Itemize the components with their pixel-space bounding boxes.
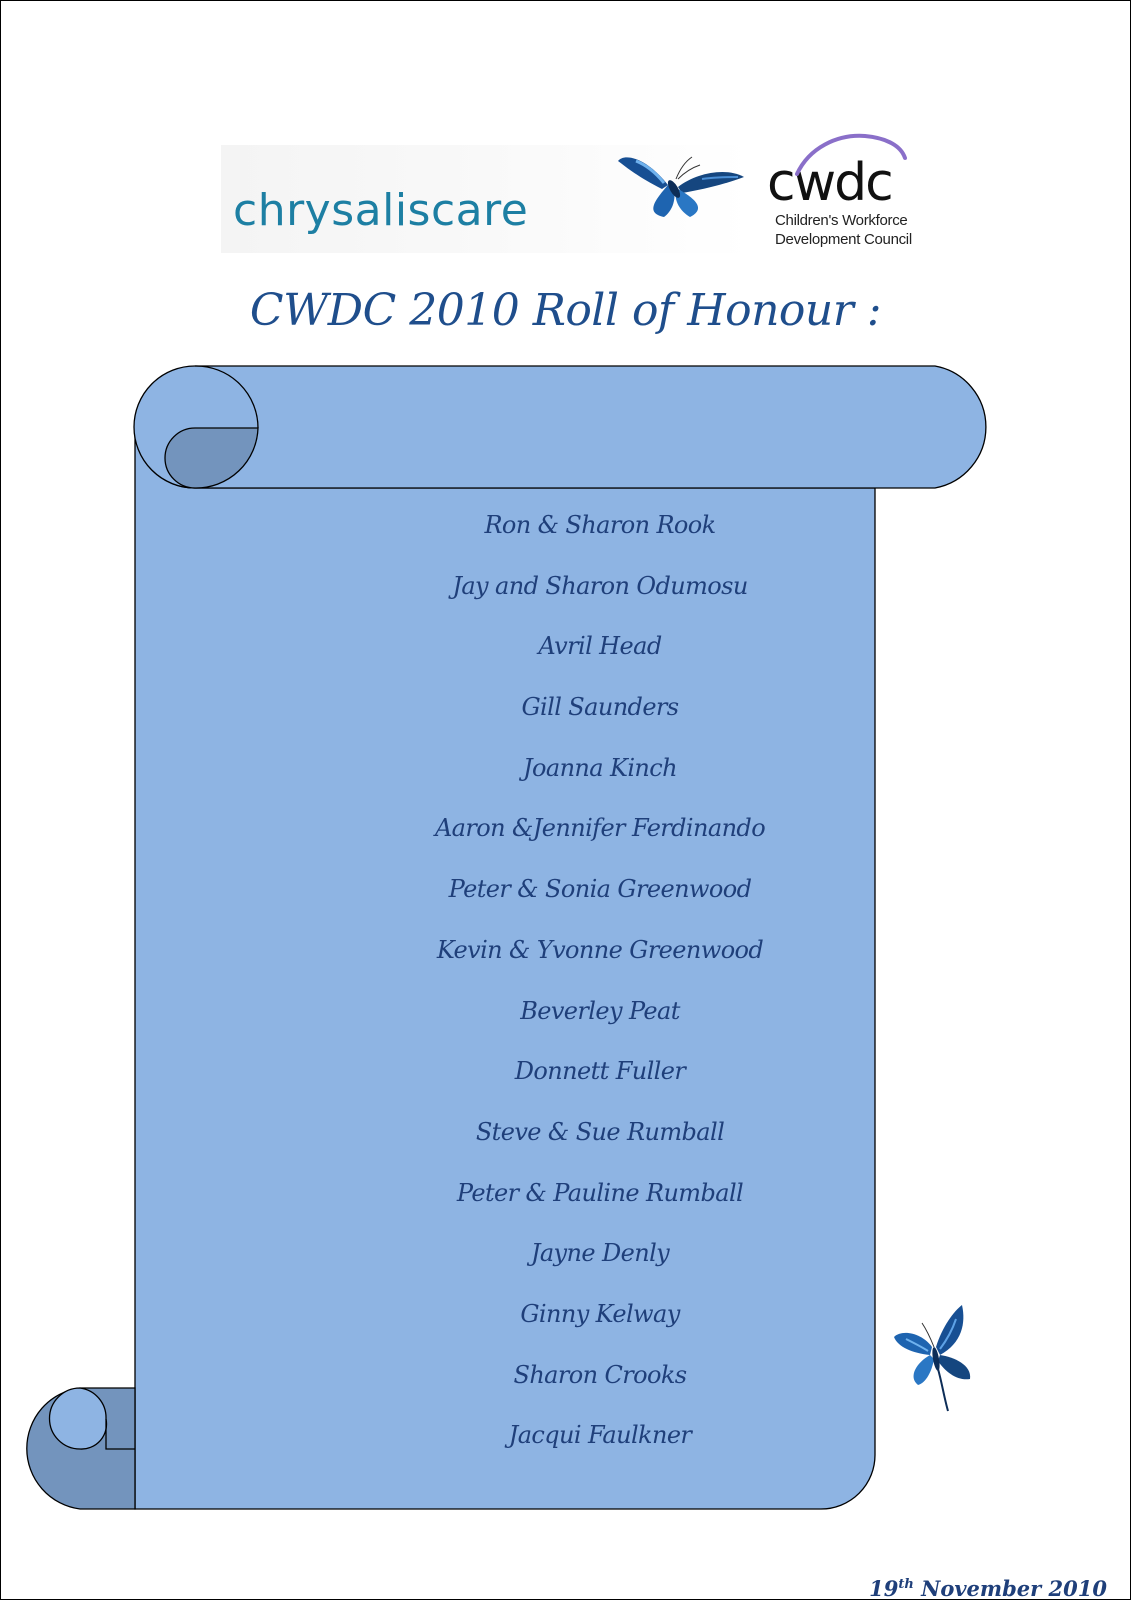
date-rest: November 2010 (921, 1576, 1107, 1601)
cwdc-logo-text: cwdc (767, 153, 892, 210)
list-item: Jay and Sharon Odumosu (452, 571, 748, 600)
date-day: 19 (869, 1576, 899, 1601)
list-item: Steve & Sue Rumball (475, 1117, 725, 1146)
cwdc-tagline-line-2: Development Council (775, 231, 912, 248)
list-item: Avril Head (538, 632, 662, 661)
page-title: CWDC 2010 Roll of Honour : (249, 285, 882, 336)
chrysalis-care-logo-text: chrysaliscare (233, 185, 529, 236)
honour-names-list (400, 510, 800, 1481)
list-item: Donnett Fuller (514, 1057, 686, 1086)
list-item: Jacqui Faulkner (508, 1421, 692, 1450)
date-line (869, 1578, 1107, 1599)
list-item: Kevin & Yvonne Greenwood (436, 935, 764, 964)
cwdc-tagline-line-1: Children's Workforce (775, 212, 908, 229)
list-item: Sharon Crooks (513, 1360, 687, 1389)
list-item: Beverley Peat (520, 996, 680, 1025)
date-suffix: th (898, 1577, 914, 1592)
list-item: Jayne Denly (530, 1239, 670, 1268)
list-item: Joanna Kinch (523, 753, 677, 782)
list-item: Peter & Pauline Rumball (456, 1178, 744, 1207)
list-item: Gill Saunders (521, 693, 679, 722)
butterfly-icon (892, 1303, 974, 1415)
list-item: Ginny Kelway (520, 1299, 680, 1328)
list-item: Peter & Sonia Greenwood (448, 875, 752, 904)
list-item: Ron & Sharon Rook (484, 511, 716, 539)
list-item: Aaron &Jennifer Ferdinando (434, 814, 766, 843)
scroll-top-roll (134, 366, 986, 488)
